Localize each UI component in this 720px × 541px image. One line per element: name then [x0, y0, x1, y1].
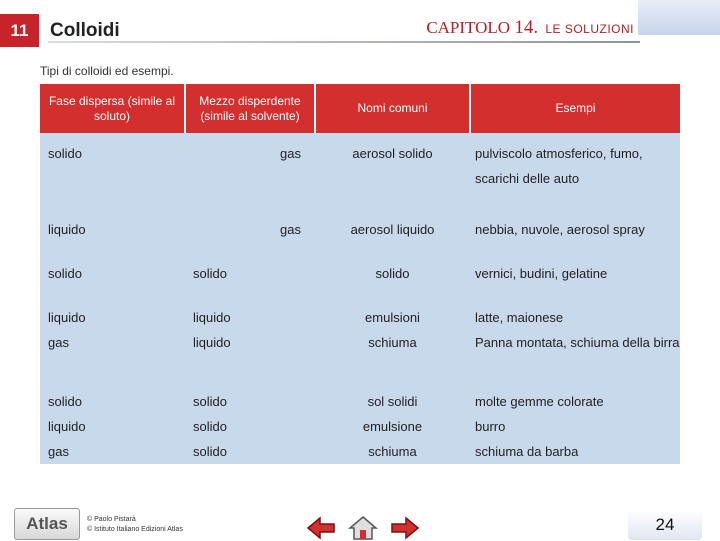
cell-medium: gas — [185, 133, 315, 217]
header-common-names: Nomi comuni — [315, 84, 470, 133]
table-row — [40, 439, 680, 464]
table-row — [40, 389, 680, 414]
cell-example: pulviscolo atmosferico, fumo, scarichi delle auto — [470, 133, 680, 217]
cell-medium: liquido — [185, 305, 315, 330]
atlas-logo: Atlas — [14, 508, 80, 540]
previous-arrow-icon[interactable] — [306, 515, 336, 541]
header-corner-decoration — [638, 0, 720, 35]
header-divider — [48, 41, 640, 43]
cell-medium: solido — [185, 261, 315, 305]
colloids-table — [40, 84, 680, 464]
chapter-number: 14. — [514, 17, 539, 38]
cell-dispersed: liquido — [40, 305, 185, 330]
table-row — [40, 414, 680, 439]
cell-dispersed: solido — [40, 261, 185, 305]
cell-name: emulsioni — [315, 305, 470, 330]
credit-publisher: © Istituto Italiano Edizioni Atlas — [87, 526, 183, 533]
table-header-row — [40, 84, 680, 133]
table-row — [40, 305, 680, 330]
next-arrow-icon[interactable] — [390, 515, 420, 541]
header-examples: Esempi — [470, 84, 680, 133]
cell-name: aerosol liquido — [315, 217, 470, 261]
cell-name: solido — [315, 261, 470, 305]
cell-name: emulsione — [315, 414, 470, 439]
cell-name: sol solidi — [315, 389, 470, 414]
chapter-subtitle: LE SOLUZIONI — [545, 22, 634, 36]
cell-example: latte, maionese — [470, 305, 680, 330]
page-number-badge: 11 — [0, 14, 39, 47]
cell-example: burro — [470, 414, 680, 439]
table-row — [40, 133, 680, 217]
credit-author: © Paolo Pistarà — [87, 516, 136, 523]
footer-credits — [87, 515, 183, 535]
cell-example: nebbia, nuvole, aerosol spray — [470, 217, 680, 261]
table-row — [40, 330, 680, 380]
cell-example: schiuma da barba — [470, 439, 680, 464]
cell-example: molte gemme colorate — [470, 389, 680, 414]
page-indicator: 24 — [628, 510, 702, 540]
table-row — [40, 217, 680, 261]
chapter-label: CAPITOLO — [426, 18, 511, 37]
section-title: Colloidi — [50, 20, 120, 41]
cell-medium: liquido — [185, 330, 315, 380]
cell-dispersed: liquido — [40, 217, 185, 261]
chapter-heading — [426, 17, 634, 39]
header-dispersing-medium: Mezzo disperdente (simile al solvente) — [185, 84, 315, 133]
cell-dispersed: solido — [40, 133, 185, 217]
cell-dispersed: solido — [40, 389, 185, 414]
home-icon[interactable] — [348, 515, 378, 541]
table-spacer-row — [40, 380, 680, 389]
cell-medium: gas — [185, 217, 315, 261]
cell-example: vernici, budini, gelatine — [470, 261, 680, 305]
cell-dispersed: gas — [40, 330, 185, 380]
cell-medium: solido — [185, 389, 315, 414]
cell-dispersed: gas — [40, 439, 185, 464]
cell-name: schiuma — [315, 330, 470, 380]
cell-example: Panna montata, schiuma della birra — [470, 330, 680, 380]
cell-name: schiuma — [315, 439, 470, 464]
cell-dispersed: liquido — [40, 414, 185, 439]
table-row — [40, 261, 680, 305]
cell-medium: solido — [185, 439, 315, 464]
table-caption: Tipi di colloidi ed esempi. — [40, 64, 174, 78]
cell-name: aerosol solido — [315, 133, 470, 217]
cell-medium: solido — [185, 414, 315, 439]
header-dispersed-phase: Fase dispersa (simile al soluto) — [40, 84, 185, 133]
